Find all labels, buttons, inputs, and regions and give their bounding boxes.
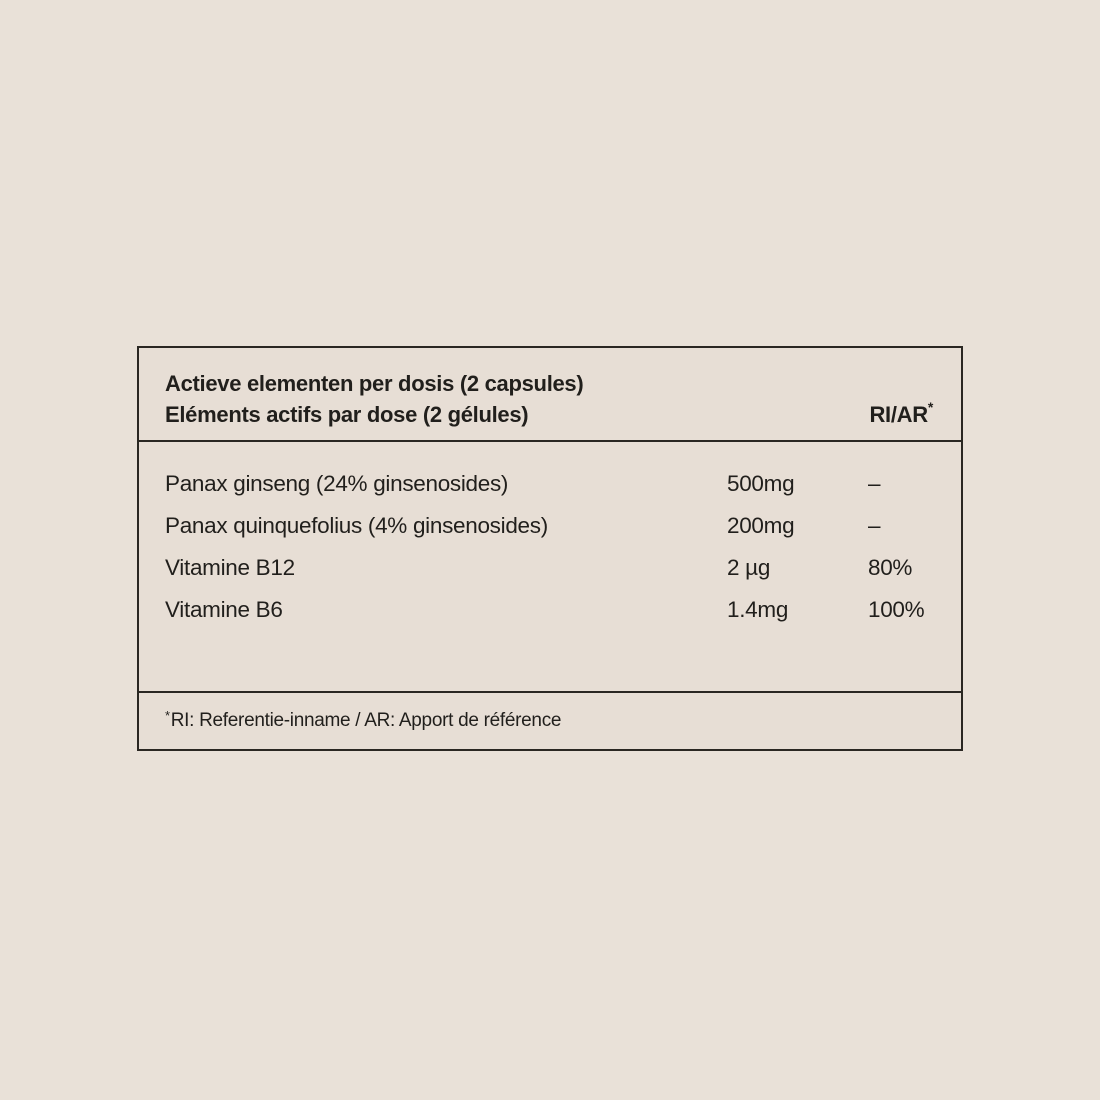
ingredient-ri: – — [868, 471, 881, 496]
ingredient-name: Panax ginseng (24% ginsenosides) — [165, 471, 509, 496]
ingredient-amount: 2 µg — [727, 555, 771, 580]
ingredient-ri: 80% — [868, 555, 913, 580]
table-row — [165, 589, 961, 631]
ingredient-amount: 200mg — [727, 513, 795, 538]
ri-ar-asterisk: * — [927, 398, 933, 415]
ingredient-name: Panax quinquefolius (4% ginsenosides) — [165, 513, 548, 538]
ingredient-name: Vitamine B6 — [165, 597, 283, 622]
ri-ar-column-header — [869, 399, 933, 430]
ingredient-name: Vitamine B12 — [165, 555, 295, 580]
supplement-facts-table — [137, 346, 963, 751]
table-footnote: * RI: Referentie-inname / AR: Apport de référence — [139, 691, 961, 749]
table-row — [165, 547, 961, 589]
table-header — [139, 348, 961, 442]
table-row — [165, 505, 961, 547]
ri-ar-label: RI/AR — [869, 402, 928, 427]
table-title-dutch: Actieve elementen per dosis (2 capsules) — [165, 371, 584, 396]
ingredient-ri: – — [868, 513, 881, 538]
ingredient-ri: 100% — [868, 597, 925, 622]
ingredient-amount: 500mg — [727, 471, 795, 496]
table-body — [139, 442, 961, 691]
ingredient-amount: 1.4mg — [727, 597, 789, 622]
table-header-titles — [165, 368, 583, 430]
footnote-text: RI: Referentie-inname / AR: Apport de référence — [170, 710, 562, 731]
table-row — [165, 463, 961, 505]
table-title-french: Eléments actifs par dose (2 gélules) — [165, 402, 529, 427]
